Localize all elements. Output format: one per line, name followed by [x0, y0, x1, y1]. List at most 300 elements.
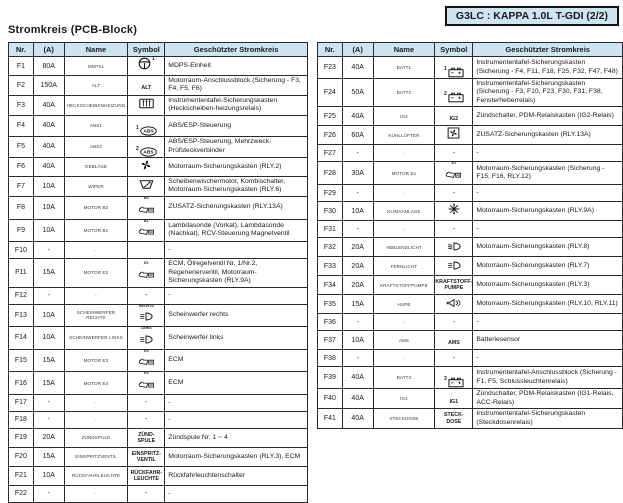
- fuse-circuit-cell: Scheinwerfer links: [165, 327, 308, 350]
- snowflake-icon: [448, 203, 460, 215]
- fuse-circuit-cell: ECM: [165, 372, 308, 395]
- fuse-symbol-cell: [128, 259, 165, 287]
- fuse-number-cell: F6: [9, 157, 34, 176]
- fuse-number-cell: F30: [317, 202, 342, 221]
- fuse-circuit-cell: Zündspule Nr. 1 ~ 4: [165, 428, 308, 447]
- fuse-row-F1: [9, 57, 308, 76]
- abs-icon: [140, 126, 157, 136]
- fuse-symbol-cell: -: [435, 185, 473, 202]
- fuse-number-cell: F11: [9, 259, 34, 287]
- fuse-name-cell: BATT3: [373, 367, 435, 389]
- fuse-symbol-cell: [128, 327, 165, 350]
- fuse-amp-cell: 60A: [342, 126, 373, 145]
- fuse-symbol-cell: [128, 95, 165, 115]
- fuse-symbol-cell: [128, 196, 165, 219]
- fuse-row-F36: [317, 314, 622, 331]
- fuse-row-F40: [317, 389, 622, 409]
- fuse-name-cell: MOTOR E2: [64, 259, 128, 287]
- fuse-name-cell: RÜCKFAHRLEUCHTE: [64, 466, 128, 485]
- fuse-circuit-cell: Motorraum-Sicherungskasten (RLY.7): [473, 257, 623, 276]
- fuse-number-cell: F7: [9, 176, 34, 196]
- fuse-circuit-cell: Batteriesensor: [473, 331, 623, 350]
- fuse-row-F32: [317, 238, 622, 257]
- fuse-name-cell: FERNLICHT: [373, 257, 435, 276]
- fuse-symbol-cell: -: [128, 411, 165, 428]
- fuse-row-F13: [9, 304, 308, 327]
- fuse-row-F8: [9, 196, 308, 219]
- fuse-name-cell: SCHEINWERFER LINKS: [64, 327, 128, 350]
- fuse-name-cell: BATT2: [373, 79, 435, 107]
- fuse-amp-cell: 20A: [33, 428, 64, 447]
- fuse-name-cell: MOTOR E1: [373, 162, 435, 185]
- fuse-symbol-cell: [435, 162, 473, 185]
- fuse-row-F37: [317, 331, 622, 350]
- fuse-number-cell: F40: [317, 389, 342, 409]
- symbol-text: AMS: [447, 340, 460, 347]
- abs-icon: [140, 147, 157, 157]
- fuse-circuit-cell: Motorraum-Anschlussblock (Sicherung - F3, F4, F5, F6): [165, 76, 308, 96]
- fuse-circuit-cell: Instrumententafel-Sicherungskasten (Sicherung - F4, F11, F18, F25, F32, F47, F48): [473, 57, 623, 79]
- fuse-amp-cell: 10A: [33, 304, 64, 327]
- fuse-name-cell: -: [64, 287, 128, 304]
- fuse-number-cell: F24: [317, 79, 342, 107]
- fuse-name-cell: HECKSCHEIBENHEIZUNG: [64, 95, 128, 115]
- fuse-circuit-cell: Instrumententafel-Sicherungskasten (Sicherung - F3, F10, F23, F30, F31, F38, Fensterheberrelais): [473, 79, 623, 107]
- table-header-row: [317, 43, 622, 57]
- fuse-name-cell: ABS1: [64, 115, 128, 136]
- fuse-row-F24: [317, 79, 622, 107]
- fuse-amp-cell: 15A: [33, 372, 64, 395]
- fuse-name-cell: -: [64, 411, 128, 428]
- fuse-row-F21: [9, 466, 308, 485]
- fuse-circuit-cell: -: [165, 242, 308, 259]
- wiper-icon: [139, 179, 154, 190]
- headlight-icon: [139, 312, 153, 321]
- fuse-symbol-cell: [128, 349, 165, 372]
- fuse-circuit-cell: Instrumententafel-Anschlussblock (Sicherung - F1, F5, Schlussleuchtenrelais): [473, 367, 623, 389]
- fuse-amp-cell: 40A: [342, 367, 373, 389]
- fuse-amp-cell: 40A: [342, 57, 373, 79]
- symbol-text: KRAFTSTOFF- PUMPE: [435, 278, 473, 292]
- symbol-label: B1: [144, 218, 149, 223]
- fuse-number-cell: F19: [9, 428, 34, 447]
- fuse-amp-cell: -: [33, 242, 64, 259]
- column-header-symbol: Symbol: [128, 43, 165, 57]
- fuse-symbol-cell: [435, 389, 473, 409]
- column-header-name: Name: [373, 43, 435, 57]
- fuse-number-cell: F8: [9, 196, 34, 219]
- fuse-circuit-cell: ABS/ESP-Steuerung: [165, 115, 308, 136]
- fuse-number-cell: F35: [317, 295, 342, 314]
- fuse-circuit-cell: Motorraum-Sicherungskasten (RLY.2): [165, 157, 308, 176]
- fuse-number-cell: F20: [9, 447, 34, 466]
- fuse-row-F2: [9, 76, 308, 96]
- fuse-symbol-cell: -: [435, 221, 473, 238]
- fuse-row-F26: [317, 126, 622, 145]
- engine-icon: [138, 269, 155, 279]
- engine-icon: [138, 379, 155, 389]
- fuse-name-cell: IG1: [373, 389, 435, 409]
- fuse-circuit-cell: -: [473, 145, 623, 162]
- fuse-symbol-cell: [128, 447, 165, 466]
- fuse-amp-cell: 40A: [33, 157, 64, 176]
- fuse-amp-cell: 15A: [33, 447, 64, 466]
- fuse-amp-cell: 10A: [33, 219, 64, 242]
- fuse-number-cell: F29: [317, 185, 342, 202]
- fuse-symbol-cell: [128, 157, 165, 176]
- column-header-amp: (A): [342, 43, 373, 57]
- symbol-label: E2: [144, 261, 149, 266]
- fuse-symbol-cell: [128, 304, 165, 327]
- fuse-row-F14: [9, 327, 308, 350]
- fuse-symbol-cell: [128, 219, 165, 242]
- symbol-text: RÜCKFAHR- LEUCHTE: [130, 469, 163, 482]
- fuse-row-F29: [317, 185, 622, 202]
- fuse-circuit-cell: Zündschalter, PDM-Relaiskasten (IG2-Relais): [473, 107, 623, 126]
- fuse-name-cell: IG2: [373, 107, 435, 126]
- fuse-name-cell: ZÜNDSPULE: [64, 428, 128, 447]
- fuse-name-cell: BATT1: [373, 57, 435, 79]
- fuse-symbol-cell: -: [435, 145, 473, 162]
- fuse-circuit-cell: Instrumententafel-Sicherungskasten (Steckdosenrelais): [473, 409, 623, 429]
- fuse-row-F12: [9, 287, 308, 304]
- fan-icon: [140, 159, 152, 171]
- fuse-amp-cell: 40A: [33, 115, 64, 136]
- fuse-name-cell: HUPE: [373, 295, 435, 314]
- fuse-amp-cell: 10A: [33, 176, 64, 196]
- fuse-circuit-cell: Lambdasonde (Vorkat), Lambdasonde (Nachkat), RCV-Steuerung Magnetventil: [165, 219, 308, 242]
- table-header-row: [9, 43, 308, 57]
- fuse-symbol-cell: -: [435, 314, 473, 331]
- fuse-amp-cell: 20A: [342, 257, 373, 276]
- symbol-label: LINKS: [140, 326, 152, 331]
- fuse-row-F5: [9, 136, 308, 157]
- fuse-amp-cell: 50A: [342, 79, 373, 107]
- fuse-name-cell: KÜHLLÜFTER: [373, 126, 435, 145]
- fuse-number-cell: F14: [9, 327, 34, 350]
- fuse-name-cell: ALT: [64, 76, 128, 96]
- symbol-label: B2: [144, 195, 149, 200]
- fuse-symbol-cell: [435, 295, 473, 314]
- fuse-name-cell: WIPER: [64, 176, 128, 196]
- fuse-symbol-cell: [128, 176, 165, 196]
- fuse-symbol-cell: 1 ABS: [128, 115, 165, 136]
- fuse-symbol-cell: [128, 242, 165, 259]
- fuse-circuit-cell: Motorraum-Sicherungskasten (RLY.10, RLY.11): [473, 295, 623, 314]
- fuse-name-cell: MOTOR E3: [64, 349, 128, 372]
- fuse-row-F30: [317, 202, 622, 221]
- fuse-amp-cell: 40A: [342, 389, 373, 409]
- fuse-amp-cell: 40A: [33, 95, 64, 115]
- fuse-circuit-cell: -: [473, 221, 623, 238]
- fuse-number-cell: F28: [317, 162, 342, 185]
- fuse-row-F23: [317, 57, 622, 79]
- fuse-amp-cell: 40A: [342, 409, 373, 429]
- fuse-number-cell: F9: [9, 219, 34, 242]
- fuse-circuit-cell: Zündschalter, PDM-Relaiskasten (IG1-Relais, ACC-Relais): [473, 389, 623, 409]
- fuse-symbol-cell: [435, 126, 473, 145]
- fuse-circuit-cell: Motorraum-Sicherungskasten (RLY.3), ECM: [165, 447, 308, 466]
- fuse-circuit-cell: Motorraum-Sicherungskasten (RLY.9A): [473, 202, 623, 221]
- fuse-circuit-cell: -: [165, 485, 308, 502]
- fuse-symbol-cell: [128, 428, 165, 447]
- fuse-number-cell: F31: [317, 221, 342, 238]
- engine-icon: [138, 356, 155, 366]
- fuse-amp-cell: 10A: [33, 466, 64, 485]
- fuse-number-cell: F23: [317, 57, 342, 79]
- engine-icon: [138, 204, 155, 214]
- fuse-number-cell: F37: [317, 331, 342, 350]
- headlight-icon: [139, 335, 153, 344]
- fuse-number-cell: F36: [317, 314, 342, 331]
- fuse-symbol-cell: [128, 466, 165, 485]
- symbol-label: RECHTS: [138, 303, 154, 308]
- fuse-name-cell: SCHEINWERFER RECHTS: [64, 304, 128, 327]
- fuse-number-cell: F32: [317, 238, 342, 257]
- fuse-amp-cell: 15A: [342, 295, 373, 314]
- fuse-symbol-cell: [435, 331, 473, 350]
- fuse-name-cell: -: [373, 145, 435, 162]
- fuse-symbol-cell: [435, 107, 473, 126]
- fuse-circuit-cell: Scheinwerfer rechts: [165, 304, 308, 327]
- fuse-name-cell: -: [373, 221, 435, 238]
- fuse-number-cell: F13: [9, 304, 34, 327]
- fuse-row-F6: [9, 157, 308, 176]
- fuse-name-cell: MOTOR E4: [64, 372, 128, 395]
- fuse-amp-cell: 150A: [33, 76, 64, 96]
- fuse-name-cell: ABBLENDLICHT: [373, 238, 435, 257]
- fuse-row-F25: [317, 107, 622, 126]
- fuse-number-cell: F39: [317, 367, 342, 389]
- fuse-number-cell: F16: [9, 372, 34, 395]
- fuse-name-cell: KLIMAANLAGE: [373, 202, 435, 221]
- fuse-amp-cell: -: [33, 394, 64, 411]
- fuse-symbol-cell: [128, 372, 165, 395]
- fuse-amp-cell: -: [342, 221, 373, 238]
- low-beam-icon: [447, 242, 461, 251]
- fuse-number-cell: F27: [317, 145, 342, 162]
- battery-icon: [448, 92, 464, 103]
- fuse-circuit-cell: Motorraum-Sicherungskasten (Sicherung - F15, F16, RLY.12): [473, 162, 623, 185]
- fuse-amp-cell: -: [342, 185, 373, 202]
- fuse-row-F7: [9, 176, 308, 196]
- fuse-name-cell: MOTOR B1: [64, 219, 128, 242]
- cooling-fan-icon: [447, 127, 460, 139]
- fuse-name-cell: MDPS1: [64, 57, 128, 76]
- fuse-row-F20: [9, 447, 308, 466]
- fuse-number-cell: F18: [9, 411, 34, 428]
- symbol-text: IG2: [449, 116, 459, 123]
- fuse-symbol-cell: 2 ABS: [128, 136, 165, 157]
- horn-icon: [446, 298, 461, 308]
- fuse-number-cell: F25: [317, 107, 342, 126]
- column-header-nr: Nr.: [9, 43, 34, 57]
- fuse-circuit-cell: Scheibenwischermotor, Kombischalter, Motorraum-Sicherungskasten (RLY.6): [165, 176, 308, 196]
- fuse-row-F35: [317, 295, 622, 314]
- engine-icon: [445, 169, 462, 179]
- fuse-number-cell: F38: [317, 350, 342, 367]
- fuse-number-cell: F12: [9, 287, 34, 304]
- fuse-symbol-cell: [435, 257, 473, 276]
- symbol-text: STECK- DOSE: [443, 412, 464, 425]
- symbol-label: E4: [144, 371, 149, 376]
- fuse-tables: [8, 42, 623, 503]
- fuse-amp-cell: -: [342, 350, 373, 367]
- fuse-amp-cell: 20A: [342, 238, 373, 257]
- fuse-symbol-cell: 1: [128, 57, 165, 76]
- fuse-name-cell: -: [64, 394, 128, 411]
- fuse-number-cell: F5: [9, 136, 34, 157]
- column-header-amp: (A): [33, 43, 64, 57]
- fuse-symbol-cell: -: [128, 394, 165, 411]
- page-title: Stromkreis (PCB-Block): [8, 24, 138, 36]
- fuse-number-cell: F3: [9, 95, 34, 115]
- fuse-number-cell: F2: [9, 76, 34, 96]
- fuse-amp-cell: 40A: [33, 136, 64, 157]
- symbol-text: ZÜND- SPULE: [137, 431, 156, 444]
- fuse-number-cell: F41: [317, 409, 342, 429]
- fuse-name-cell: -: [373, 185, 435, 202]
- fuse-amp-cell: 10A: [342, 331, 373, 350]
- fuse-name-cell: EINSPRITZVENTIL: [64, 447, 128, 466]
- symbol-text: IG1: [449, 398, 459, 405]
- fuse-circuit-cell: ABS/ESP-Steuerung, Mehrzweck-Prüfsteckverbinder: [165, 136, 308, 157]
- svg-text:ABS: ABS: [143, 129, 154, 135]
- fuse-amp-cell: 80A: [33, 57, 64, 76]
- fuse-row-F17: [9, 394, 308, 411]
- fuse-symbol-cell: 1: [435, 57, 473, 79]
- fuse-circuit-cell: Motorraum-Sicherungskasten (RLY.3): [473, 276, 623, 295]
- fuse-amp-cell: -: [33, 485, 64, 502]
- fuse-amp-cell: 10A: [33, 196, 64, 219]
- fuse-symbol-cell: -: [435, 350, 473, 367]
- fuse-amp-cell: 30A: [342, 162, 373, 185]
- fuse-number-cell: F17: [9, 394, 34, 411]
- fuse-number-cell: F10: [9, 242, 34, 259]
- fuse-circuit-cell: Motorraum-Sicherungskasten (RLY.8): [473, 238, 623, 257]
- fuse-name-cell: ABS2: [64, 136, 128, 157]
- fuse-number-cell: F21: [9, 466, 34, 485]
- fuse-name-cell: -: [64, 485, 128, 502]
- fuse-name-cell: -: [373, 350, 435, 367]
- fuse-row-F18: [9, 411, 308, 428]
- fuse-symbol-cell: -: [128, 287, 165, 304]
- engine-icon: [138, 226, 155, 236]
- fuse-name-cell: AMS: [373, 331, 435, 350]
- fuse-row-F9: [9, 219, 308, 242]
- fuse-name-cell: MOTOR B2: [64, 196, 128, 219]
- fuse-symbol-cell: [128, 76, 165, 96]
- fuse-name-cell: GEBLÄSE: [64, 157, 128, 176]
- fuse-circuit-cell: -: [165, 411, 308, 428]
- rear-defroster-icon: [139, 98, 154, 109]
- symbol-text: EINSPRITZ- VENTIL: [131, 450, 162, 463]
- fuse-row-F31: [317, 221, 622, 238]
- fuse-circuit-cell: -: [473, 350, 623, 367]
- fuse-symbol-cell: [435, 276, 473, 295]
- fuse-name-cell: STECKDOSE: [373, 409, 435, 429]
- fuse-circuit-cell: Instrumententafel-Sicherungskasten (Heckscheiben-heizungsrelais): [165, 95, 308, 115]
- fuse-row-F3: [9, 95, 308, 115]
- fuse-circuit-cell: Rückfahrleuchtenschalter: [165, 466, 308, 485]
- fuse-row-F19: [9, 428, 308, 447]
- model-badge: G3LC : KAPPA 1.0L T-GDI (2/2): [445, 6, 619, 26]
- column-header-symbol: Symbol: [435, 43, 473, 57]
- fuse-symbol-cell: 3: [435, 367, 473, 389]
- fuse-row-F11: [9, 259, 308, 287]
- fuse-number-cell: F4: [9, 115, 34, 136]
- symbol-label: E1: [451, 161, 457, 166]
- fuse-amp-cell: -: [342, 145, 373, 162]
- fuse-number-cell: F1: [9, 57, 34, 76]
- fuse-name-cell: -: [373, 314, 435, 331]
- fuse-circuit-cell: -: [473, 314, 623, 331]
- fuse-row-F33: [317, 257, 622, 276]
- fuse-number-cell: F34: [317, 276, 342, 295]
- fuse-amp-cell: -: [342, 314, 373, 331]
- symbol-label: E3: [144, 348, 149, 353]
- fuse-row-F4: [9, 115, 308, 136]
- fuse-amp-cell: 20A: [342, 276, 373, 295]
- fuse-symbol-cell: [435, 202, 473, 221]
- column-header-name: Name: [64, 43, 128, 57]
- high-beam-icon: [447, 261, 461, 270]
- fuse-name-cell: -: [64, 242, 128, 259]
- fuse-row-F34: [317, 276, 622, 295]
- battery-icon: [448, 67, 464, 78]
- fuse-row-F16: [9, 372, 308, 395]
- fuse-circuit-cell: ECM, Ölregelventil Nr. 1/Nr.2, Regenerierventil, Motorraum-Sicherungskasten (RLY.9A): [165, 259, 308, 287]
- fuse-circuit-cell: MDPS-Einheit: [165, 57, 308, 76]
- fuse-amp-cell: -: [33, 411, 64, 428]
- fuse-name-cell: KRAFTSTOFFPUMPE: [373, 276, 435, 295]
- fuse-row-F38: [317, 350, 622, 367]
- fuse-circuit-cell: -: [165, 394, 308, 411]
- fuse-circuit-cell: ECM: [165, 349, 308, 372]
- fuse-symbol-cell: [435, 238, 473, 257]
- fuse-symbol-cell: 2: [435, 79, 473, 107]
- fuse-number-cell: F22: [9, 485, 34, 502]
- fuse-table-left: [8, 42, 308, 503]
- fuse-row-F10: [9, 242, 308, 259]
- fuse-row-F41: [317, 409, 622, 429]
- fuse-number-cell: F15: [9, 349, 34, 372]
- fuse-amp-cell: 10A: [342, 202, 373, 221]
- fuse-row-F22: [9, 485, 308, 502]
- column-header-circuit: Geschützter Stromkreis: [165, 43, 308, 57]
- fuse-amp-cell: 10A: [33, 327, 64, 350]
- fuse-row-F27: [317, 145, 622, 162]
- symbol-text: ALT: [141, 85, 152, 92]
- fuse-circuit-cell: ZUSATZ-Sicherungskasten (RLY.13A): [165, 196, 308, 219]
- fuse-number-cell: F33: [317, 257, 342, 276]
- fuse-circuit-cell: -: [473, 185, 623, 202]
- fuse-amp-cell: 15A: [33, 259, 64, 287]
- fuse-amp-cell: 40A: [342, 107, 373, 126]
- fuse-row-F28: [317, 162, 622, 185]
- fuse-amp-cell: -: [33, 287, 64, 304]
- fuse-row-F39: [317, 367, 622, 389]
- steering-wheel-icon: [138, 57, 151, 70]
- fuse-circuit-cell: ZUSATZ-Sicherungskasten (RLY.13A): [473, 126, 623, 145]
- fuse-symbol-cell: -: [128, 485, 165, 502]
- fuse-number-cell: F26: [317, 126, 342, 145]
- battery-icon: [448, 377, 464, 388]
- fuse-table-right: [317, 42, 623, 429]
- fuse-amp-cell: 15A: [33, 349, 64, 372]
- fuse-symbol-cell: [435, 409, 473, 429]
- column-header-nr: Nr.: [317, 43, 342, 57]
